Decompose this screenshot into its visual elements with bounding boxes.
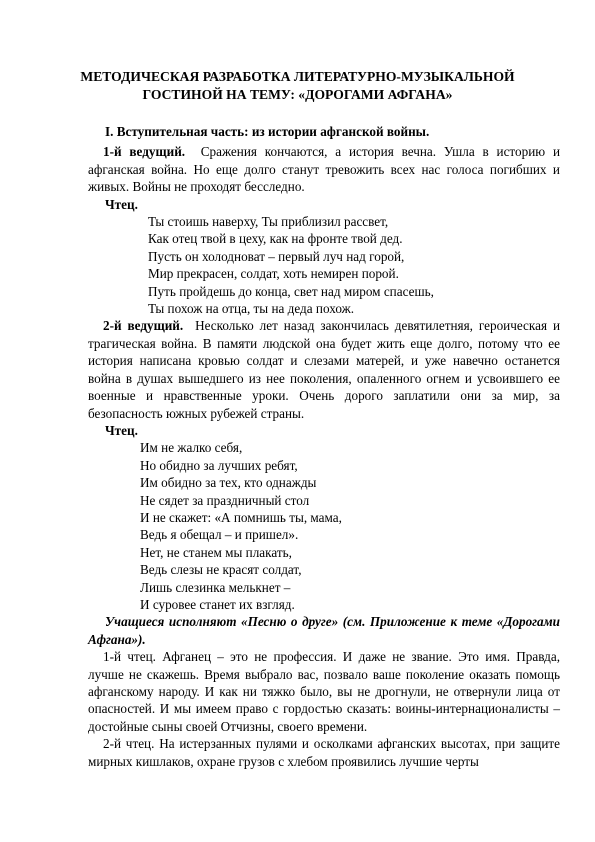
reader-2-text: На истерзанных пулями и осколками афганских высотах, при защите мирных кишлаков, охране грузов с хлебом проявились лучшие черты	[88, 736, 561, 769]
poem-2-line: Ведь я обещал – и пришел».	[140, 527, 299, 543]
document-title	[60, 68, 535, 104]
host-1-label: 1-й ведущий.	[103, 144, 186, 160]
poem-1-line: Ты похож на отца, ты на деда похож.	[148, 301, 355, 317]
reader-2-paragraph	[88, 735, 560, 770]
poem-2-line: Им обидно за тех, кто однажды	[140, 475, 317, 491]
host-2-paragraph	[88, 317, 560, 421]
poem-1-line: Путь пройдешь до конца, свет над миром спасешь,	[148, 283, 434, 299]
title-line-2: ГОСТИНОЙ НА ТЕМУ: «ДОРОГАМИ АФГАНА»	[142, 87, 453, 102]
poem-2-line: Лишь слезинка мелькнет –	[140, 579, 291, 595]
poem-1-line: Пусть он холодноват – первый луч над горой,	[148, 248, 405, 264]
reader-1-paragraph	[88, 648, 560, 735]
host-2-text: Несколько лет назад закончилась девятилетняя, героическая и трагическая война. В памяти людской она будет жить еще долго, потому что ее история написана кровью солдат и слезами матерей, и уже навечно останется война в душах вышедшего из нее поколения, опаленного огнем и усвоившего ее военные и нравственные уроки. Очень дорого заплатили они за мир, за безопасность южных рубежей страны.	[88, 318, 561, 421]
host-2-label: 2-й ведущий.	[103, 318, 184, 334]
poem-2-line: Но обидно за лучших ребят,	[140, 457, 298, 473]
reader-2-label: 2-й чтец.	[103, 736, 155, 752]
poem-1-line: Как отец твой в цеху, как на фронте твой дед.	[148, 231, 403, 247]
poem-2-line: Не сядет за праздничный стол	[140, 492, 310, 508]
host-1-paragraph	[88, 143, 560, 195]
poem-2-line: И суровее станет их взгляд.	[140, 596, 295, 612]
title-line-1: МЕТОДИЧЕСКАЯ РАЗРАБОТКА ЛИТЕРАТУРНО-МУЗЫКАЛЬНОЙ	[80, 69, 515, 84]
poem-1-line: Ты стоишь наверху, Ты приблизил рассвет,	[148, 214, 389, 230]
reader-1-label: 1-й чтец.	[103, 649, 156, 665]
section-heading: I. Вступительная часть: из истории афганской войны.	[105, 124, 430, 139]
poem-2-line: Нет, не станем мы плакать,	[140, 544, 292, 560]
song-note: Учащиеся исполняют «Песню о друге» (см. Приложение к теме «Дорогами Афгана»).	[88, 614, 560, 647]
document-body	[88, 123, 560, 770]
reader-label: Чтец.	[105, 196, 138, 212]
poem-2-line: Ведь слезы не красят солдат,	[140, 562, 302, 578]
poem-1-line: Мир прекрасен, солдат, хоть немирен порой.	[148, 266, 399, 282]
host-1-text: Сражения кончаются, а история вечна. Ушла в историю и афганская война. Но еще долго станут тревожить всех нас голоса погибших и живых. Войны не проходят бесследно.	[88, 144, 560, 195]
poem-2	[88, 439, 560, 613]
poem-2-line: Им не жалко себя,	[140, 440, 243, 456]
reader-1-text: Афганец – это не профессия. И даже не звание. Это имя. Правда, лучше не скажешь. Время выбрало вас, позвало ваше поколение оказать помощь афганскому народу. И как ни тяжко было, вы не дрогнули, не отвернули лица от опасностей. И мы имеем право с гордостью сказать: воины-интернационалисты – достойные сыны своей Отчизны, своего времени.	[88, 649, 560, 734]
poem-2-line: И не скажет: «А помнишь ты, мама,	[140, 509, 342, 525]
poem-1	[88, 213, 560, 317]
reader-label: Чтец.	[105, 422, 138, 438]
